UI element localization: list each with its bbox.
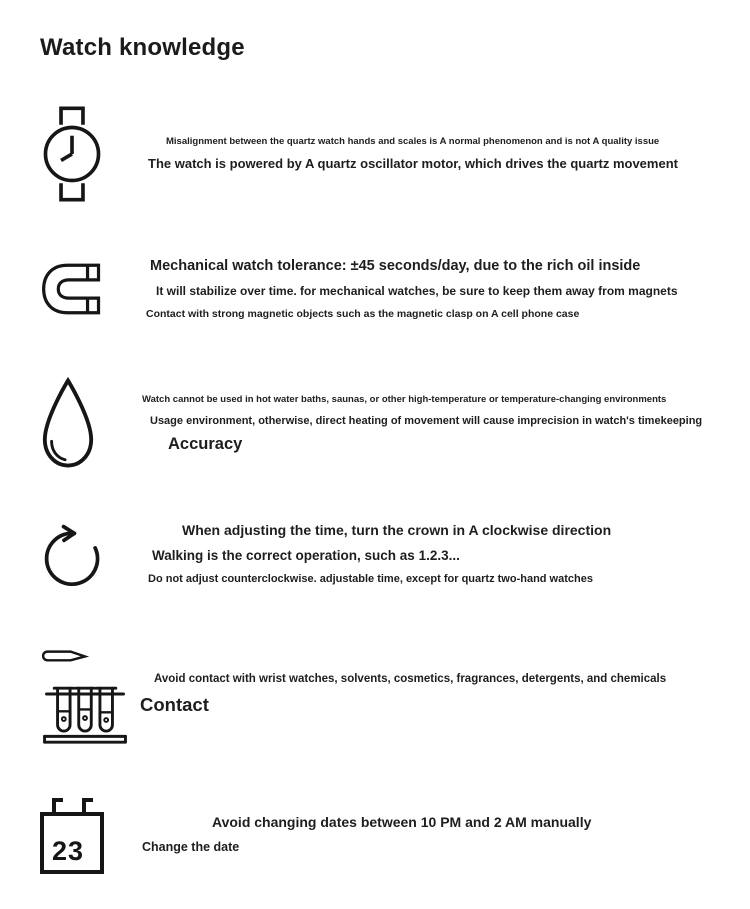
section-date-change (0, 794, 750, 874)
water-drop-icon (40, 376, 96, 472)
icon-column (0, 516, 140, 592)
section-magnetism (0, 258, 750, 320)
text-column (140, 258, 750, 320)
text-column (140, 394, 750, 454)
info-line: Avoid changing dates between 10 PM and 2 AM manually (212, 813, 592, 830)
text-column (140, 814, 750, 855)
text-column (140, 673, 750, 716)
info-line: Walking is the correct operation, such as 1.2.3... (152, 548, 460, 564)
calendar-hanger-left (52, 798, 56, 815)
page-title: Watch knowledge (40, 34, 245, 61)
info-line: The watch is powered by A quartz oscillator motor, which drives the quartz movement (148, 156, 678, 172)
calendar-date-text: 23 (52, 836, 85, 867)
test-tubes-icon (40, 642, 130, 746)
section-quartz-movement (0, 102, 750, 206)
icon-column (0, 376, 140, 472)
text-column (140, 522, 750, 586)
magnet-icon (40, 260, 104, 318)
info-line: Misalignment between the quartz watch hands and scales is A normal phenomenon and is not A quality issue (166, 136, 660, 147)
icon-column (0, 260, 140, 318)
info-line: Avoid contact with wrist watches, solvents, cosmetics, fragrances, detergents, and chemicals (154, 672, 667, 685)
info-line: Usage environment, otherwise, direct heating of movement will cause imprecision in watch's timekeeping (150, 414, 703, 427)
info-line: Change the date (142, 839, 240, 854)
info-line: When adjusting the time, turn the crown in A clockwise direction (182, 522, 612, 539)
section-chemicals (0, 642, 750, 746)
info-line: Contact with strong magnetic objects such as the magnetic clasp on A cell phone case (146, 307, 580, 320)
clockwise-arrow-icon (40, 516, 106, 592)
info-line: Accuracy (168, 434, 243, 453)
info-line: Do not adjust counterclockwise. adjustable time, except for quartz two-hand watches (148, 573, 593, 586)
info-line: It will stabilize over time. for mechanical watches, be sure to keep them away from magnets (156, 284, 678, 299)
icon-column (0, 642, 140, 746)
wristwatch-icon (40, 102, 104, 206)
info-line: Contact (140, 693, 209, 715)
calendar-icon (40, 812, 104, 874)
section-temperature (0, 376, 750, 472)
calendar-hanger-right (82, 798, 86, 815)
info-line: Watch cannot be used in hot water baths, saunas, or other high-temperature or temperature-changing environments (142, 394, 667, 406)
icon-column (0, 102, 140, 206)
icon-column (0, 794, 140, 874)
info-line: Mechanical watch tolerance: ±45 seconds/day, due to the rich oil inside (150, 258, 641, 274)
section-time-adjustment (0, 516, 750, 592)
text-column (140, 136, 750, 172)
